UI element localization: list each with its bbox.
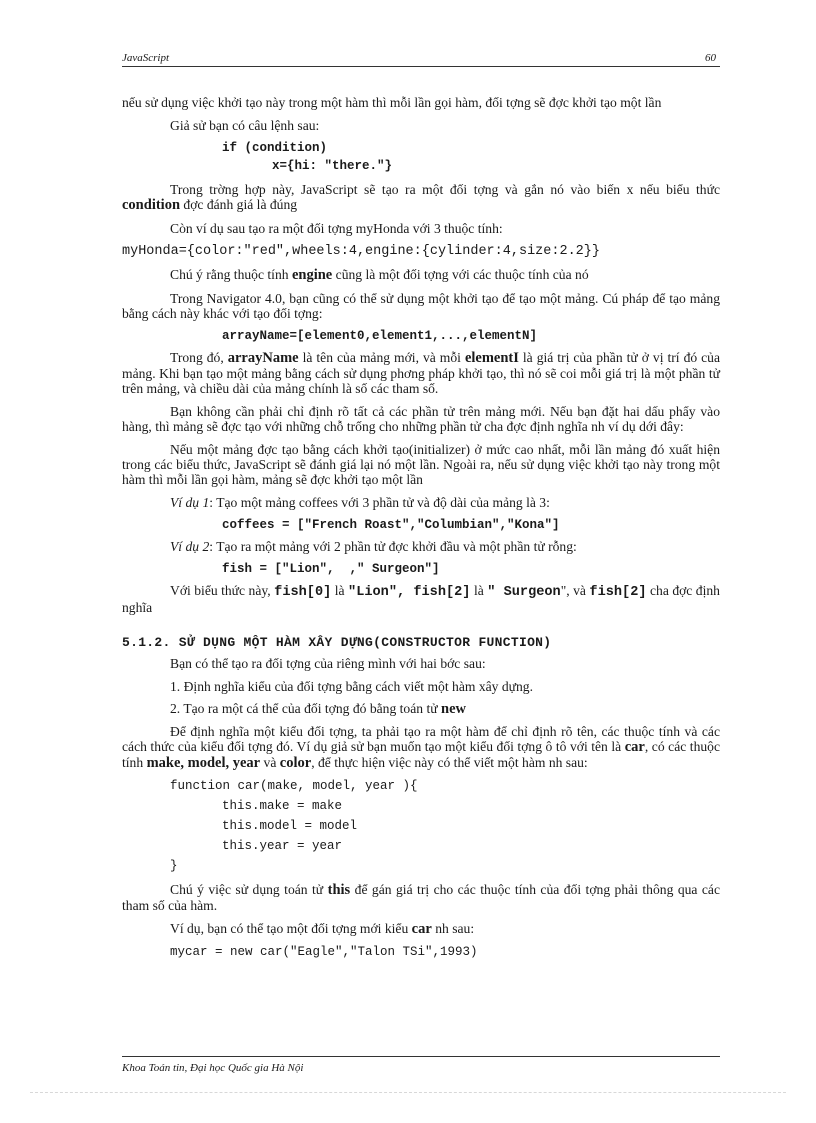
code-inline: "Lion", fish[2]: [348, 585, 471, 600]
list-item: [170, 701, 720, 717]
paragraph: Nếu một mảng đợc tạo bằng cách khởi tạo(initializer) ở mức cao nhất, mỗi lần mảng đó xuất hiện trong các biểu thức, JavaScript sẽ đánh giá lại nó một lần. Ngoài ra, nếu sử dụng việc khởi tạo này trong một hàm thì mỗi lần gọi hàm, mảng sẽ đợc khởi tạo một lần: [122, 442, 720, 487]
text: Trong đó,: [170, 350, 224, 365]
paragraph: nếu sử dụng việc khởi tạo này trong một hàm thì mỗi lần gọi hàm, đối tợng sẽ đợc khởi tạo một lần: [122, 95, 662, 110]
page-number: 60: [705, 52, 716, 64]
text: Trong trờng hợp này, JavaScript sẽ tạo ra một đối tợng và gắn nó vào biến x nếu biểu thức: [170, 182, 720, 197]
code-line: fish = ["Lion", ," Surgeon"]: [222, 562, 440, 576]
paragraph: Bạn có thể tạo ra đối tợng của riêng mình với hai bớc sau:: [170, 656, 486, 671]
code-line: this.make = make: [222, 799, 343, 813]
keyword: condition: [122, 197, 181, 213]
example-label: Ví dụ 1: [170, 495, 210, 510]
header-title: JavaScript: [122, 52, 170, 64]
code-line: arrayName=[element0,element1,...,elementN]: [222, 329, 538, 343]
text: là: [473, 583, 484, 598]
paragraph: [122, 495, 720, 510]
text: để gán giá trị cho các thuộc tính của đối tợng phải thông qua các tham số của hàm.: [122, 882, 720, 913]
code-line: myHonda={color:"red",wheels:4,engine:{cylinder:4,size:2.2}}: [122, 244, 600, 259]
text: cha đợc định nghĩa: [122, 583, 720, 615]
text: đợc đánh giá là đúng: [183, 197, 298, 212]
keyword: make, model, year: [146, 755, 261, 771]
text: Ví dụ, bạn có thể tạo một đối tợng mới kiểu: [170, 921, 409, 936]
keyword: engine: [291, 267, 333, 283]
keyword: this: [327, 882, 351, 898]
text: là giá trị của phần tử ở vị trí đó của mảng. Khi bạn tạo một mảng bằng cách sử dụng phơng pháp khởi tạo, thì nó sẽ coi mỗi giá trị là một phần tử trên mảng, và chiều dài của mảng chính là số các tham số.: [122, 350, 721, 396]
code-inline: " Surgeon: [487, 585, 561, 600]
text: , để thực hiện việc này có thể viết một hàm nh sau:: [311, 755, 588, 770]
paragraph: [122, 267, 720, 283]
paragraph: [122, 539, 720, 554]
keyword: arrayName: [227, 350, 299, 366]
keyword: car: [624, 739, 645, 755]
paragraph: [122, 921, 720, 937]
paragraph: Còn ví dụ sau tạo ra một đối tợng myHonda với 3 thuộc tính:: [170, 221, 503, 236]
page-footer: Khoa Toán tin, Đại học Quốc gia Hà Nội: [122, 1062, 304, 1074]
keyword: color: [279, 755, 312, 771]
text: là: [334, 583, 345, 598]
keyword: car: [411, 921, 432, 937]
text: ", và: [560, 583, 586, 598]
code-inline: fish[0]: [274, 585, 332, 600]
text: và: [263, 755, 277, 770]
text: là tên của mảng mới, và mỗi: [302, 350, 461, 365]
code-line: this.model = model: [222, 819, 358, 833]
text: cũng là một đối tợng với các thuộc tính của nó: [335, 267, 589, 282]
text: 2. Tạo ra một cá thể của đối tợng đó bằng toán tử: [170, 701, 438, 716]
footer-divider: [122, 1056, 720, 1057]
example-label: Ví dụ 2: [170, 539, 210, 554]
paragraph: Bạn không cần phải chỉ định rõ tất cả các phần tử trên mảng mới. Nếu bạn đặt hai dấu phẩy vào hàng, thì mảng sẽ đợc tạo với những chỗ trống cho những phần tử cha đợc định nghĩa nh ví dụ dới đây:: [122, 404, 720, 434]
code-line: if (condition): [222, 141, 328, 155]
text: Chú ý việc sử dụng toán tử: [170, 882, 324, 897]
code-inline: fish[2]: [589, 585, 647, 600]
paragraph: Trong Navigator 4.0, bạn cũng có thể sử dụng một khởi tạo để tạo một mảng. Cú pháp để tạo mảng bằng cách này khác với tạo đối tợng:: [122, 291, 720, 321]
code-line: this.year = year: [222, 839, 343, 853]
code-line: function car(make, model, year ){: [170, 779, 418, 793]
text: Chú ý rằng thuộc tính: [170, 267, 289, 282]
code-line: }: [170, 859, 178, 873]
code-line: mycar = new car("Eagle","Talon TSi",1993): [170, 945, 478, 959]
keyword: new: [441, 701, 466, 717]
body-content: [122, 95, 720, 965]
code-line: coffees = ["French Roast","Columbian","Kona"]: [222, 518, 560, 532]
list-item: 1. Định nghĩa kiểu của đối tợng bằng cách viết một hàm xây dựng.: [170, 679, 534, 694]
keyword: elementI: [464, 350, 519, 366]
code-line: x={hi: "there."}: [272, 159, 393, 173]
text: Với biểu thức này,: [170, 583, 271, 598]
paragraph: Giả sử bạn có câu lệnh sau:: [170, 118, 320, 133]
page-bottom-border: [30, 1092, 786, 1093]
page-header: [122, 52, 720, 67]
section-heading: 5.1.2. SỬ DỤNG MỘT HÀM XÂY DỰNG(CONSTRUCTOR FUNCTION): [122, 635, 552, 650]
text: nh sau:: [435, 921, 475, 936]
text: : Tạo một mảng coffees với 3 phần tử và độ dài của mảng là 3:: [209, 495, 550, 510]
text: : Tạo ra một mảng với 2 phần tử đợc khởi đầu và một phần tử rỗng:: [209, 539, 577, 554]
paragraph: [122, 724, 720, 771]
paragraph: [122, 182, 720, 213]
paragraph: [122, 350, 720, 396]
text: , có các thuộc tính: [122, 739, 721, 770]
paragraph: [122, 583, 720, 615]
text: Để định nghĩa một kiểu đối tợng, ta phải tạo ra một hàm để chỉ định rõ tên, các thuộc tính và các cách thức của kiểu đối tợng đó. Ví dụ giả sử bạn muốn tạo một kiểu đối tợng ô tô với tên là: [122, 724, 720, 754]
paragraph: [122, 882, 720, 913]
